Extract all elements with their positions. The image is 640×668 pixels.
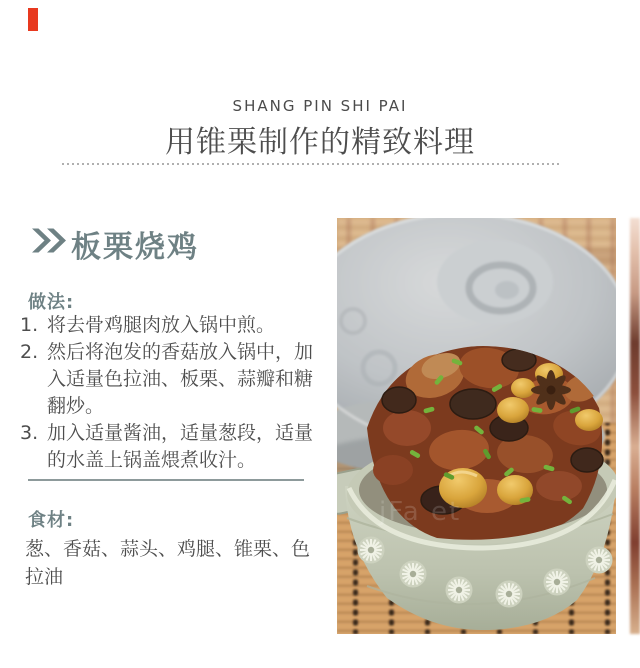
step-item: 然后将泡发的香菇放入锅中，加入适量色拉油、板栗、蒜瓣和糖翻炒。 — [47, 341, 314, 417]
double-chevron-right-icon — [32, 227, 66, 254]
accent-bar — [28, 8, 38, 31]
ingredients-text: 葱、香菇、蒜头、鸡腿、锥栗、色拉油 — [25, 538, 311, 588]
steps-list — [20, 312, 324, 474]
ingredients-label: 食材: — [28, 510, 75, 531]
method-steps — [20, 312, 324, 474]
step-item: 加入适量酱油，适量葱段，适量的水盖上锅盖煨煮收汁。 — [47, 422, 314, 471]
dish-photo — [337, 218, 616, 634]
method-label: 做法: — [28, 292, 75, 313]
page-title: 用锥栗制作的精致料理 — [165, 125, 475, 160]
section-divider — [28, 479, 304, 481]
dotted-divider — [62, 163, 562, 165]
adjacent-photo-sliver — [630, 218, 640, 634]
photo-watermark: jFa et — [379, 497, 462, 527]
lid-knob — [437, 240, 553, 324]
recipe-name: 板栗烧鸡 — [71, 230, 199, 265]
brand-text: SHANG PIN SHI PAI — [232, 97, 408, 115]
dish-photo-illustration — [337, 218, 616, 634]
step-item: 将去骨鸡腿肉放入锅中煎。 — [47, 314, 276, 336]
star-anise-icon — [531, 370, 571, 410]
